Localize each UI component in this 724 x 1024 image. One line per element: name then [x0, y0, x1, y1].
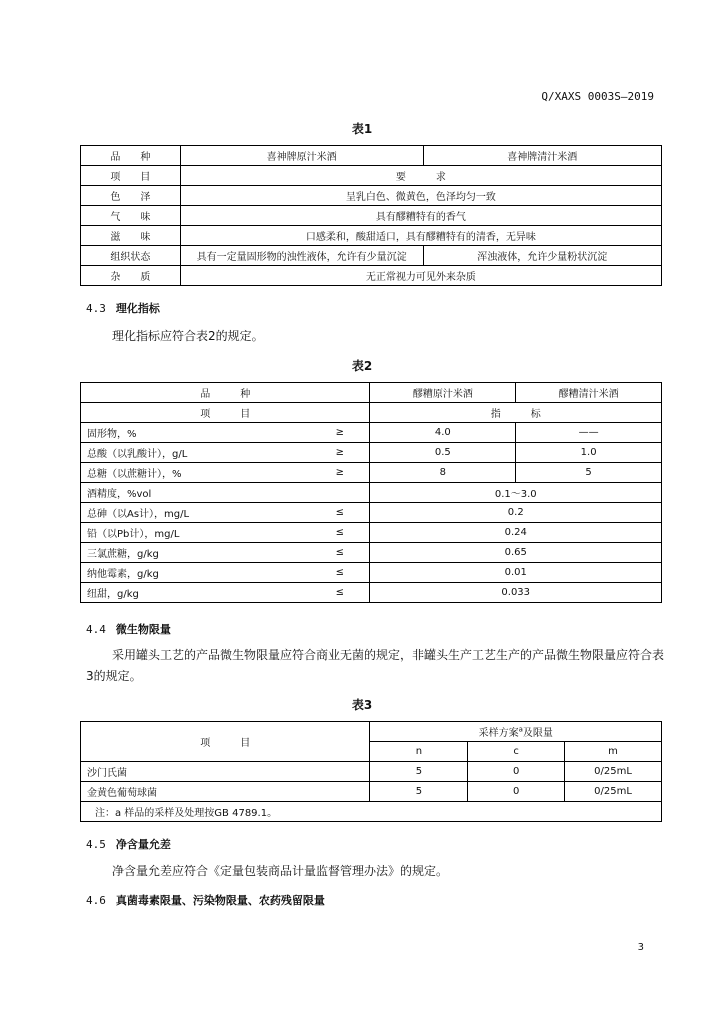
- table3-header-cell: 项 目: [81, 722, 370, 762]
- table2-header-cell: 品 种: [81, 383, 370, 403]
- table-row: [81, 266, 662, 286]
- sampling-plan-label: 采样方案: [478, 728, 519, 739]
- table2-name-cell: 总砷（以As计），mg/L: [81, 503, 311, 523]
- section-paragraph: 采用罐头工艺的产品微生物限量应符合商业无菌的规定，非罐头生产工艺生产的产品微生物限量应符合表3的规定。: [86, 648, 665, 683]
- section-number: 4.6: [86, 894, 106, 907]
- table2-op-cell: ≤: [310, 543, 370, 563]
- table2-header-cell: 项 目: [81, 403, 370, 423]
- table1-item-cell: 滋 味: [81, 226, 181, 246]
- table2-value-cell: 0.24: [370, 523, 662, 543]
- table2-op-cell: ≤: [310, 523, 370, 543]
- table1-value-cell: 浑浊液体，允许少量粉状沉淀: [423, 246, 661, 266]
- table3-value-cell: 0/25mL: [565, 762, 662, 782]
- table1-header-cell: 喜神牌原汁米酒: [180, 146, 423, 166]
- limit-label: 及限量: [522, 728, 553, 739]
- table2-name-cell: 总糖（以蔗糖计），%: [81, 463, 311, 483]
- footnote-marker: a: [518, 725, 523, 734]
- table2-value-cell: 0.01: [370, 563, 662, 583]
- table-row: [81, 186, 662, 206]
- section-number: 4.3: [86, 302, 106, 315]
- section-number: 4.5: [86, 838, 106, 851]
- table3-value-cell: 5: [370, 762, 468, 782]
- table-row: [81, 146, 662, 166]
- table3-caption: 表3: [351, 698, 373, 712]
- table-row: [81, 802, 662, 822]
- table1-value-cell: 具有一定量固形物的浊性液体，允许有少量沉淀: [180, 246, 423, 266]
- table2-op-cell: ≤: [310, 563, 370, 583]
- table1-item-cell: 气 味: [81, 206, 181, 226]
- section-paragraph: 净含量允差应符合《定量包装商品计量监督管理办法》的规定。: [112, 864, 449, 878]
- table-row: [81, 443, 662, 463]
- section-title: 真菌毒素限量、污染物限量、农药残留限量: [115, 894, 325, 907]
- table-row: [81, 483, 662, 503]
- table3-value-cell: 0: [468, 762, 565, 782]
- table1-value-cell: 要 求: [180, 166, 661, 186]
- table-row: [81, 463, 662, 483]
- table2-value-cell: 1.0: [516, 443, 662, 463]
- table3-name-cell: 金黄色葡萄球菌: [81, 782, 370, 802]
- table-row: [81, 166, 662, 186]
- table2-value-cell: 0.2: [370, 503, 662, 523]
- table3-header-cell: [370, 722, 662, 742]
- table3-value-cell: 0: [468, 782, 565, 802]
- table-row: [81, 762, 662, 782]
- table1-value-cell: 无正常视力可见外来杂质: [180, 266, 661, 286]
- table2-value-cell: 5: [516, 463, 662, 483]
- table-row: [81, 226, 662, 246]
- table2-op-cell: ≥: [310, 463, 370, 483]
- table2-name-cell: 铅（以Pb计），mg/L: [81, 523, 311, 543]
- table-row: [81, 246, 662, 266]
- table-row: [81, 782, 662, 802]
- table3-value-cell: 5: [370, 782, 468, 802]
- table2-op-cell: ≥: [310, 423, 370, 443]
- table2-header-cell: 醪糟清汁米酒: [516, 383, 662, 403]
- table1-caption: 表1: [351, 122, 373, 136]
- section-heading-4-4: [86, 621, 171, 637]
- table1-item-cell: 色 泽: [81, 186, 181, 206]
- table-row: [81, 583, 662, 603]
- table-row: [81, 206, 662, 226]
- section-heading-4-3: [86, 300, 160, 316]
- table1-header-cell: 喜神牌清汁米酒: [423, 146, 661, 166]
- table1: [80, 145, 662, 286]
- section-title: 净含量允差: [115, 838, 171, 851]
- table2-value-cell: 4.0: [370, 423, 516, 443]
- section-heading-4-5: [86, 836, 171, 852]
- table2-value-cell: 0.65: [370, 543, 662, 563]
- section-paragraph: 理化指标应符合表2的规定。: [112, 329, 264, 343]
- table2-caption: 表2: [351, 359, 373, 373]
- table1-value-cell: 具有醪糟特有的香气: [180, 206, 661, 226]
- table2-name-cell: 酒精度，%vol: [81, 483, 311, 503]
- table2-name-cell: 固形物，%: [81, 423, 311, 443]
- table2: [80, 382, 662, 603]
- table-row: [81, 503, 662, 523]
- table1-value-cell: 口感柔和，酸甜适口，具有醪糟特有的清香，无异味: [180, 226, 661, 246]
- table3-header-cell: n: [370, 742, 468, 762]
- section-heading-4-6: [86, 892, 325, 908]
- table2-name-cell: 纽甜，g/kg: [81, 583, 311, 603]
- table3-name-cell: 沙门氏菌: [81, 762, 370, 782]
- table3: [80, 721, 662, 822]
- table3-note: 注：a 样品的采样及处理按GB 4789.1。: [81, 802, 662, 822]
- table-row: [81, 543, 662, 563]
- table2-value-cell: 8: [370, 463, 516, 483]
- table3-header-cell: m: [565, 742, 662, 762]
- table3-header-cell: c: [468, 742, 565, 762]
- table1-item-cell: 杂 质: [81, 266, 181, 286]
- section-number: 4.4: [86, 623, 106, 636]
- table3-value-cell: 0/25mL: [565, 782, 662, 802]
- table1-item-cell: 组织状态: [81, 246, 181, 266]
- table-row: [81, 383, 662, 403]
- table2-op-cell: ≤: [310, 583, 370, 603]
- table-row: [81, 403, 662, 423]
- table-row: [81, 563, 662, 583]
- table1-item-cell: 项 目: [81, 166, 181, 186]
- document-code: Q/XAXS 0003S—2019: [541, 90, 654, 103]
- table-row: [81, 523, 662, 543]
- table1-value-cell: 呈乳白色、微黄色，色泽均匀一致: [180, 186, 661, 206]
- table2-op-cell: ≤: [310, 503, 370, 523]
- table2-op-cell: [310, 483, 370, 503]
- table2-name-cell: 纳他霉素，g/kg: [81, 563, 311, 583]
- table2-name-cell: 总酸（以乳酸计），g/L: [81, 443, 311, 463]
- table2-header-cell: 醪糟原汁米酒: [370, 383, 516, 403]
- table1-header-cell: 品 种: [81, 146, 181, 166]
- section-title: 理化指标: [115, 302, 160, 315]
- table2-op-cell: ≥: [310, 443, 370, 463]
- table2-value-cell: ——: [516, 423, 662, 443]
- table-row: [81, 423, 662, 443]
- table2-name-cell: 三氯蔗糖，g/kg: [81, 543, 311, 563]
- table-row: [81, 722, 662, 742]
- section-title: 微生物限量: [115, 623, 171, 636]
- table2-value-cell: 0.033: [370, 583, 662, 603]
- page-number: 3: [637, 942, 644, 953]
- table2-header-cell: 指 标: [370, 403, 662, 423]
- table2-value-cell: 0.1～3.0: [370, 483, 662, 503]
- table2-value-cell: 0.5: [370, 443, 516, 463]
